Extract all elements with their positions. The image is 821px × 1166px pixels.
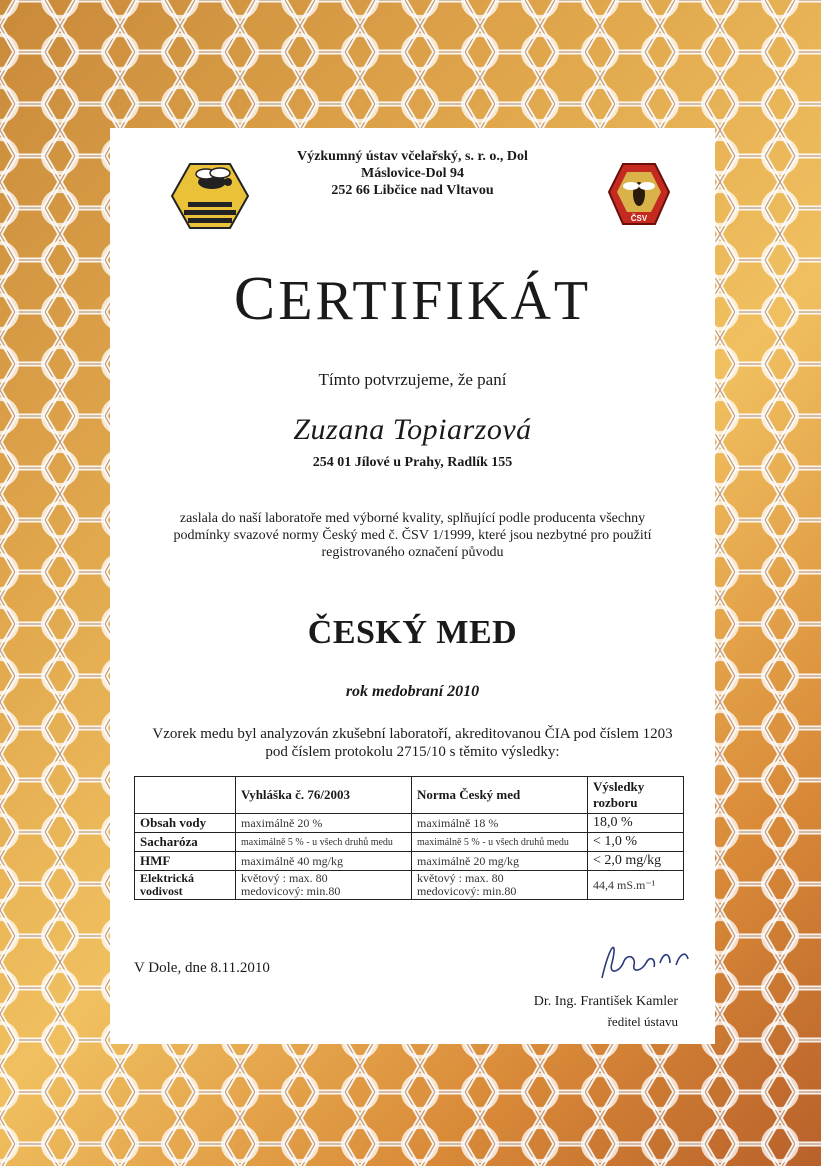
institute-street: Máslovice-Dol 94: [360, 166, 465, 181]
holder-name: Zuzana Topiarzová: [293, 413, 532, 446]
analysis-text: [130, 725, 695, 761]
emblem-text: ČSV: [630, 214, 648, 223]
row-label: Elektrická vodivost: [135, 871, 236, 900]
norm-line: medovicový: min.80: [417, 884, 517, 898]
norm-value: maximálně 20 mg/kg: [412, 852, 588, 871]
statement-line: podmínky svazové normy Český med č. ČSV 1/1999, které jsou nezbytné pro použití: [173, 528, 652, 543]
place-date: V Dole, dne 8.11.2010: [134, 960, 270, 976]
table-row: [135, 833, 684, 852]
decree-value: [236, 871, 412, 900]
norm-line: květový : max. 80: [417, 871, 504, 885]
row-label: Sacharóza: [135, 833, 236, 852]
row-label: Obsah vody: [135, 814, 236, 833]
institute-name: Výzkumný ústav včelařský, s. r. o., Dol: [297, 149, 528, 164]
decree-line: květový : max. 80: [241, 871, 328, 885]
title-rest: ERTIFIKÁT: [278, 270, 592, 332]
certificate-title: [110, 265, 715, 333]
norm-value: maximálně 18 %: [412, 814, 588, 833]
table-row: [135, 852, 684, 871]
result-value: < 2,0 mg/kg: [588, 852, 684, 871]
holder-address: 254 01 Jílové u Prahy, Radlík 155: [312, 455, 513, 470]
bee-emblem-icon: [607, 162, 671, 226]
harvest-year: rok medobraní 2010: [345, 683, 480, 700]
table-header-row: [135, 777, 684, 814]
table-header: Vyhláška č. 76/2003: [236, 777, 412, 814]
row-label: HMF: [135, 852, 236, 871]
analysis-line: Vzorek medu byl analyzován zkušební laboratoří, akreditovanou ČIA pod číslem 1203: [152, 726, 673, 742]
table-row: [135, 871, 684, 900]
table-header: Norma Český med: [412, 777, 588, 814]
certificate-sheet: [110, 128, 715, 1044]
title-initial: C: [233, 265, 279, 333]
signer-title: ředitel ústavu: [607, 1014, 678, 1029]
product-name: ČESKÝ MED: [307, 614, 518, 651]
statement-line: zaslala do naší laboratoře med výborné kvality, splňující podle producenta všechny: [179, 511, 646, 526]
result-value: 44,4 mS.m⁻¹: [588, 871, 684, 900]
table-header: [135, 777, 236, 814]
result-value: 18,0 %: [588, 814, 684, 833]
confirmation-text: Tímto potvrzujeme, že paní: [318, 370, 507, 389]
institute-city: 252 66 Libčice nad Vltavou: [331, 183, 494, 198]
bee-hive-logo-icon: [170, 160, 250, 232]
decree-line: medovicový: min.80: [241, 884, 341, 898]
table-row: [135, 814, 684, 833]
decree-value: maximálně 20 %: [236, 814, 412, 833]
result-value: < 1,0 %: [588, 833, 684, 852]
signature-mark: [590, 933, 710, 983]
norm-value: maximálně 5 % - u všech druhů medu: [412, 833, 588, 852]
statement-line: registrovaného označení původu: [321, 545, 504, 560]
norm-value: [412, 871, 588, 900]
analysis-line: pod číslem protokolu 2715/10 s těmito výsledky:: [265, 744, 560, 760]
decree-value: maximálně 5 % - u všech druhů medu: [236, 833, 412, 852]
results-table: [134, 776, 684, 900]
decree-value: maximálně 40 mg/kg: [236, 852, 412, 871]
table-header: Výsledky rozboru: [588, 777, 684, 814]
signer-name: Dr. Ing. František Kamler: [533, 994, 678, 1009]
statement-text: [140, 510, 685, 561]
